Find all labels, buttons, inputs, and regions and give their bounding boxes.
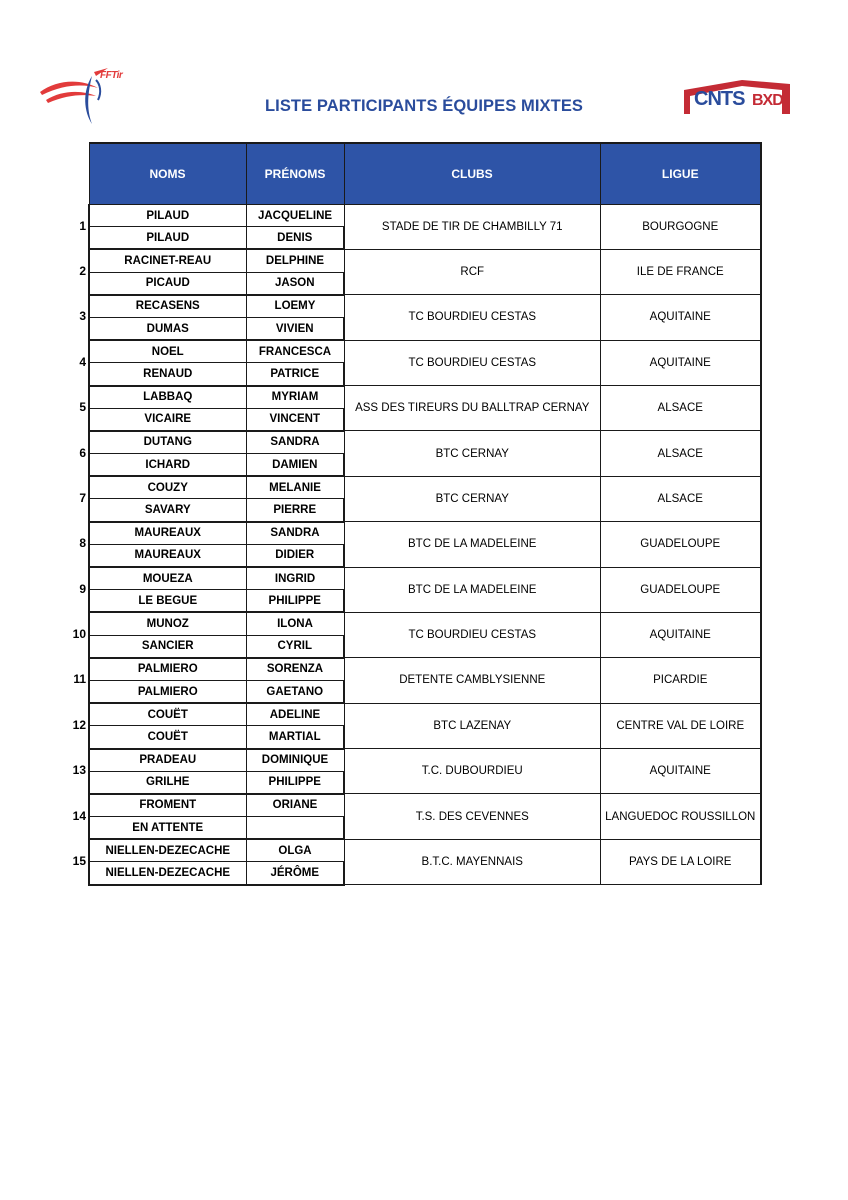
- table-row: [89, 658, 761, 681]
- team-league: ALSACE: [600, 431, 761, 476]
- member-first-name: FRANCESCA: [246, 340, 344, 363]
- member-last-name: COUËT: [89, 726, 246, 749]
- member-last-name: LE BEGUE: [89, 590, 246, 613]
- cnts-logo-mark: BXD: [752, 92, 783, 109]
- team-club: TC BOURDIEU CESTAS: [344, 295, 600, 340]
- member-first-name: JÉRÔME: [246, 862, 344, 885]
- member-first-name: ORIANE: [246, 794, 344, 817]
- member-first-name: [246, 817, 344, 840]
- member-first-name: VINCENT: [246, 408, 344, 431]
- team-number: 15: [72, 853, 86, 868]
- member-first-name: GAETANO: [246, 680, 344, 703]
- member-last-name: RACINET-REAU: [89, 249, 246, 272]
- team-club: DETENTE CAMBLYSIENNE: [344, 658, 600, 703]
- member-last-name: GRILHE: [89, 771, 246, 794]
- table-row: [89, 567, 761, 590]
- member-last-name: PICAUD: [89, 272, 246, 295]
- member-first-name: PATRICE: [246, 363, 344, 386]
- member-first-name: PIERRE: [246, 499, 344, 522]
- team-league: PICARDIE: [600, 658, 761, 703]
- table-row: [89, 703, 761, 726]
- cnts-logo-text: CNTS: [694, 88, 745, 110]
- team-number: 2: [79, 264, 86, 279]
- team-number: 1: [79, 218, 86, 233]
- table-row: [89, 749, 761, 772]
- table-row: [89, 839, 761, 862]
- member-first-name: DIDIER: [246, 544, 344, 567]
- fftir-logo: [36, 62, 146, 128]
- member-first-name: SANDRA: [246, 522, 344, 545]
- team-club: BTC CERNAY: [344, 476, 600, 521]
- team-club: RCF: [344, 249, 600, 294]
- member-last-name: MAUREAUX: [89, 522, 246, 545]
- member-first-name: DELPHINE: [246, 249, 344, 272]
- member-last-name: MAUREAUX: [89, 544, 246, 567]
- column-header-prenoms: PRÉNOMS: [246, 143, 344, 205]
- member-first-name: MARTIAL: [246, 726, 344, 749]
- team-number: 5: [79, 400, 86, 415]
- team-club: B.T.C. MAYENNAIS: [344, 839, 600, 884]
- member-last-name: NIELLEN-DEZECACHE: [89, 839, 246, 862]
- team-number: 8: [79, 536, 86, 551]
- team-league: GUADELOUPE: [600, 567, 761, 612]
- member-first-name: DAMIEN: [246, 454, 344, 477]
- member-first-name: INGRID: [246, 567, 344, 590]
- team-number: 4: [79, 354, 86, 369]
- team-club: BTC DE LA MADELEINE: [344, 567, 600, 612]
- member-last-name: EN ATTENTE: [89, 817, 246, 840]
- team-league: GUADELOUPE: [600, 522, 761, 567]
- team-league: AQUITAINE: [600, 749, 761, 794]
- team-league: ALSACE: [600, 476, 761, 521]
- member-last-name: PILAUD: [89, 205, 246, 227]
- member-first-name: PHILIPPE: [246, 590, 344, 613]
- member-first-name: DENIS: [246, 227, 344, 250]
- member-last-name: SAVARY: [89, 499, 246, 522]
- team-club: BTC DE LA MADELEINE: [344, 522, 600, 567]
- team-league: ILE DE FRANCE: [600, 249, 761, 294]
- member-last-name: RECASENS: [89, 295, 246, 318]
- team-number: 13: [72, 763, 86, 778]
- column-header-ligue: LIGUE: [600, 143, 761, 205]
- team-number: 3: [79, 309, 86, 324]
- team-number: 6: [79, 445, 86, 460]
- member-last-name: NOEL: [89, 340, 246, 363]
- member-last-name: PALMIERO: [89, 680, 246, 703]
- team-club: T.C. DUBOURDIEU: [344, 749, 600, 794]
- member-first-name: SANDRA: [246, 431, 344, 454]
- member-last-name: MOUEZA: [89, 567, 246, 590]
- member-first-name: MELANIE: [246, 476, 344, 499]
- team-league: AQUITAINE: [600, 612, 761, 657]
- team-number: 14: [72, 808, 86, 823]
- table-row: [89, 205, 761, 227]
- team-number: 10: [72, 627, 86, 642]
- member-last-name: SANCIER: [89, 635, 246, 658]
- member-last-name: FROMENT: [89, 794, 246, 817]
- team-league: AQUITAINE: [600, 340, 761, 385]
- member-first-name: PHILIPPE: [246, 771, 344, 794]
- member-last-name: PILAUD: [89, 227, 246, 250]
- member-first-name: MYRIAM: [246, 386, 344, 409]
- member-first-name: SORENZA: [246, 658, 344, 681]
- fftir-logo-text: FFTir: [100, 70, 123, 81]
- table-row: [89, 476, 761, 499]
- member-first-name: JASON: [246, 272, 344, 295]
- team-number: 11: [73, 672, 86, 687]
- member-last-name: PRADEAU: [89, 749, 246, 772]
- member-last-name: COUËT: [89, 703, 246, 726]
- team-league: PAYS DE LA LOIRE: [600, 839, 761, 884]
- page-title: LISTE PARTICIPANTS ÉQUIPES MIXTES: [264, 97, 584, 115]
- member-first-name: VIVIEN: [246, 317, 344, 340]
- team-club: BTC CERNAY: [344, 431, 600, 476]
- member-last-name: NIELLEN-DEZECACHE: [89, 862, 246, 885]
- table-row: [89, 522, 761, 545]
- member-first-name: ADELINE: [246, 703, 344, 726]
- column-header-noms: NOMS: [89, 143, 246, 205]
- member-last-name: COUZY: [89, 476, 246, 499]
- team-league: ALSACE: [600, 386, 761, 431]
- team-number: 7: [79, 490, 86, 505]
- table-row: [89, 612, 761, 635]
- table-row: [89, 340, 761, 363]
- member-last-name: ICHARD: [89, 454, 246, 477]
- team-club: STADE DE TIR DE CHAMBILLY 71: [344, 205, 600, 250]
- team-club: TC BOURDIEU CESTAS: [344, 612, 600, 657]
- table-row: [89, 794, 761, 817]
- member-first-name: LOEMY: [246, 295, 344, 318]
- member-last-name: LABBAQ: [89, 386, 246, 409]
- member-first-name: JACQUELINE: [246, 205, 344, 227]
- member-last-name: RENAUD: [89, 363, 246, 386]
- table-row: [89, 431, 761, 454]
- member-first-name: OLGA: [246, 839, 344, 862]
- column-header-clubs: CLUBS: [344, 143, 600, 205]
- team-league: CENTRE VAL DE LOIRE: [600, 703, 761, 748]
- team-club: TC BOURDIEU CESTAS: [344, 340, 600, 385]
- team-number: 12: [72, 717, 86, 732]
- team-league: AQUITAINE: [600, 295, 761, 340]
- team-league: BOURGOGNE: [600, 205, 761, 250]
- participants-table: [88, 142, 762, 886]
- team-league: LANGUEDOC ROUSSILLON: [600, 794, 761, 839]
- table-row: [89, 386, 761, 409]
- team-club: ASS DES TIREURS DU BALLTRAP CERNAY: [344, 386, 600, 431]
- table-row: [89, 249, 761, 272]
- team-club: BTC LAZENAY: [344, 703, 600, 748]
- member-first-name: CYRIL: [246, 635, 344, 658]
- member-last-name: DUMAS: [89, 317, 246, 340]
- team-number: 9: [79, 581, 86, 596]
- table-header-row: [89, 143, 761, 205]
- member-last-name: PALMIERO: [89, 658, 246, 681]
- team-club: T.S. DES CEVENNES: [344, 794, 600, 839]
- table-row: [89, 295, 761, 318]
- member-last-name: VICAIRE: [89, 408, 246, 431]
- member-last-name: MUNOZ: [89, 612, 246, 635]
- member-first-name: ILONA: [246, 612, 344, 635]
- member-first-name: DOMINIQUE: [246, 749, 344, 772]
- member-last-name: DUTANG: [89, 431, 246, 454]
